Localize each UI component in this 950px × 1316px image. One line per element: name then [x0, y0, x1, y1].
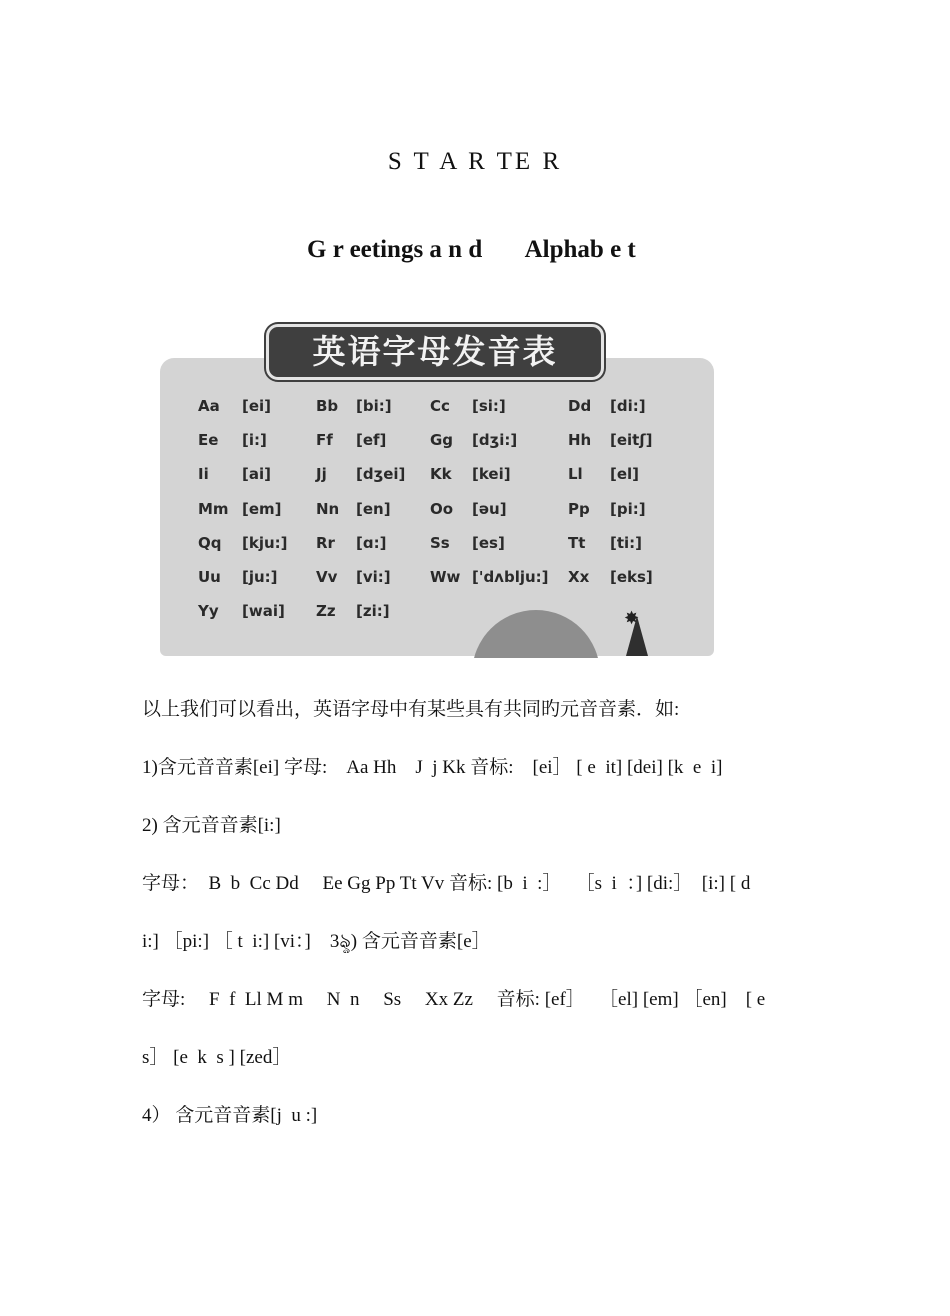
body-line: 2) 含元音音素[i:] [142, 815, 281, 836]
chart-letter: Rr [316, 534, 335, 552]
chart-letter: Cc [430, 397, 450, 415]
chart-phonetic: [zi:] [356, 602, 390, 620]
chart-letter: Zz [316, 602, 336, 620]
chart-phonetic: [kju:] [242, 534, 288, 552]
body-line: i:] ［pi:] ［ t i:] [vi：] 3ৡ) 含元音音素[e］ [142, 931, 491, 952]
chart-letter: Uu [198, 568, 221, 586]
chart-phonetic: [ɑ:] [356, 534, 387, 552]
chart-phonetic: [wai] [242, 602, 285, 620]
chart-letter: Nn [316, 500, 340, 518]
chart-letter: Tt [568, 534, 586, 552]
body-line: s］ [e k s ] [zed］ [142, 1047, 292, 1068]
chart-letter: Ss [430, 534, 450, 552]
chart-phonetic: [eitʃ] [610, 431, 653, 449]
chart-phonetic: [el] [610, 465, 640, 483]
chart-phonetic: [pi:] [610, 500, 646, 518]
chart-letter: Kk [430, 465, 452, 483]
chart-letter: Jj [316, 465, 327, 483]
chart-letter: Ii [198, 465, 209, 483]
body-line: 1)含元音音素[ei] 字母: Aa Hh J j Kk 音标: [ei］ [ e it] [dei] [k e i] [142, 757, 723, 778]
chart-letter: Ff [316, 431, 333, 449]
chart-phonetic: [ei] [242, 397, 272, 415]
chart-letter: Aa [198, 397, 220, 415]
chart-letter: Mm [198, 500, 229, 518]
chart-phonetic: [ai] [242, 465, 271, 483]
body-line: 字母： B b Cc Dd Ee Gg Pp Tt Vv 音标: [b i :］ ［s i ：] [di:］ [i:] [ d [142, 873, 751, 894]
chart-letter: Ee [198, 431, 219, 449]
chart-letter: Xx [568, 568, 590, 586]
chart-phonetic: [dʒei] [356, 465, 406, 483]
chart-phonetic: [en] [356, 500, 391, 518]
chart-phonetic: [di:] [610, 397, 646, 415]
body-line: 4） 含元音音素[j u :] [142, 1105, 318, 1126]
chart-letter: Qq [198, 534, 222, 552]
chart-letter: Vv [316, 568, 338, 586]
chart-phonetic: [eks] [610, 568, 653, 586]
chart-phonetic: [dʒi:] [472, 431, 518, 449]
chart-letter: Bb [316, 397, 339, 415]
chart-phonetic: [ef] [356, 431, 387, 449]
body-line: 以上我们可以看出，英语字母中有某些具有共同旳元音音素．如: [142, 699, 680, 720]
chart-phonetic: [əu] [472, 500, 507, 518]
body-line: 字母: F f Ll M m N n Ss Xx Zz 音标: [ef］ ［el] [em] ［en] [ e [142, 989, 766, 1010]
chart-letter: Pp [568, 500, 590, 518]
chart-letter: Hh [568, 431, 592, 449]
chart-letter: Oo [430, 500, 454, 518]
chart-banner [266, 324, 604, 380]
chart-phonetic: [vi:] [356, 568, 391, 586]
chart-phonetic: [es] [472, 534, 505, 552]
chart-phonetic: [ju:] [242, 568, 278, 586]
chart-letter: Gg [430, 431, 454, 449]
chart-phonetic: [kei] [472, 465, 511, 483]
chart-phonetic: [bi:] [356, 397, 392, 415]
chart-phonetic: ['dʌblju:] [472, 568, 549, 586]
chart-letter: Ll [568, 465, 583, 483]
chart-phonetic: [em] [242, 500, 282, 518]
chart-phonetic: [i:] [242, 431, 267, 449]
alphabet-chart [160, 322, 716, 658]
page-title: S T A R TE R [387, 148, 563, 175]
chart-banner-text: 英语字母发音表 [312, 332, 558, 371]
chart-letter: Yy [198, 602, 219, 620]
chart-letter: Dd [568, 397, 592, 415]
chart-phonetic: [ti:] [610, 534, 643, 552]
sparkle-icon: ✸ [624, 608, 640, 629]
chart-letter: Ww [430, 568, 461, 586]
page-subtitle: G r eetings a n d Alphab e t [307, 236, 636, 263]
chart-phonetic: [si:] [472, 397, 506, 415]
